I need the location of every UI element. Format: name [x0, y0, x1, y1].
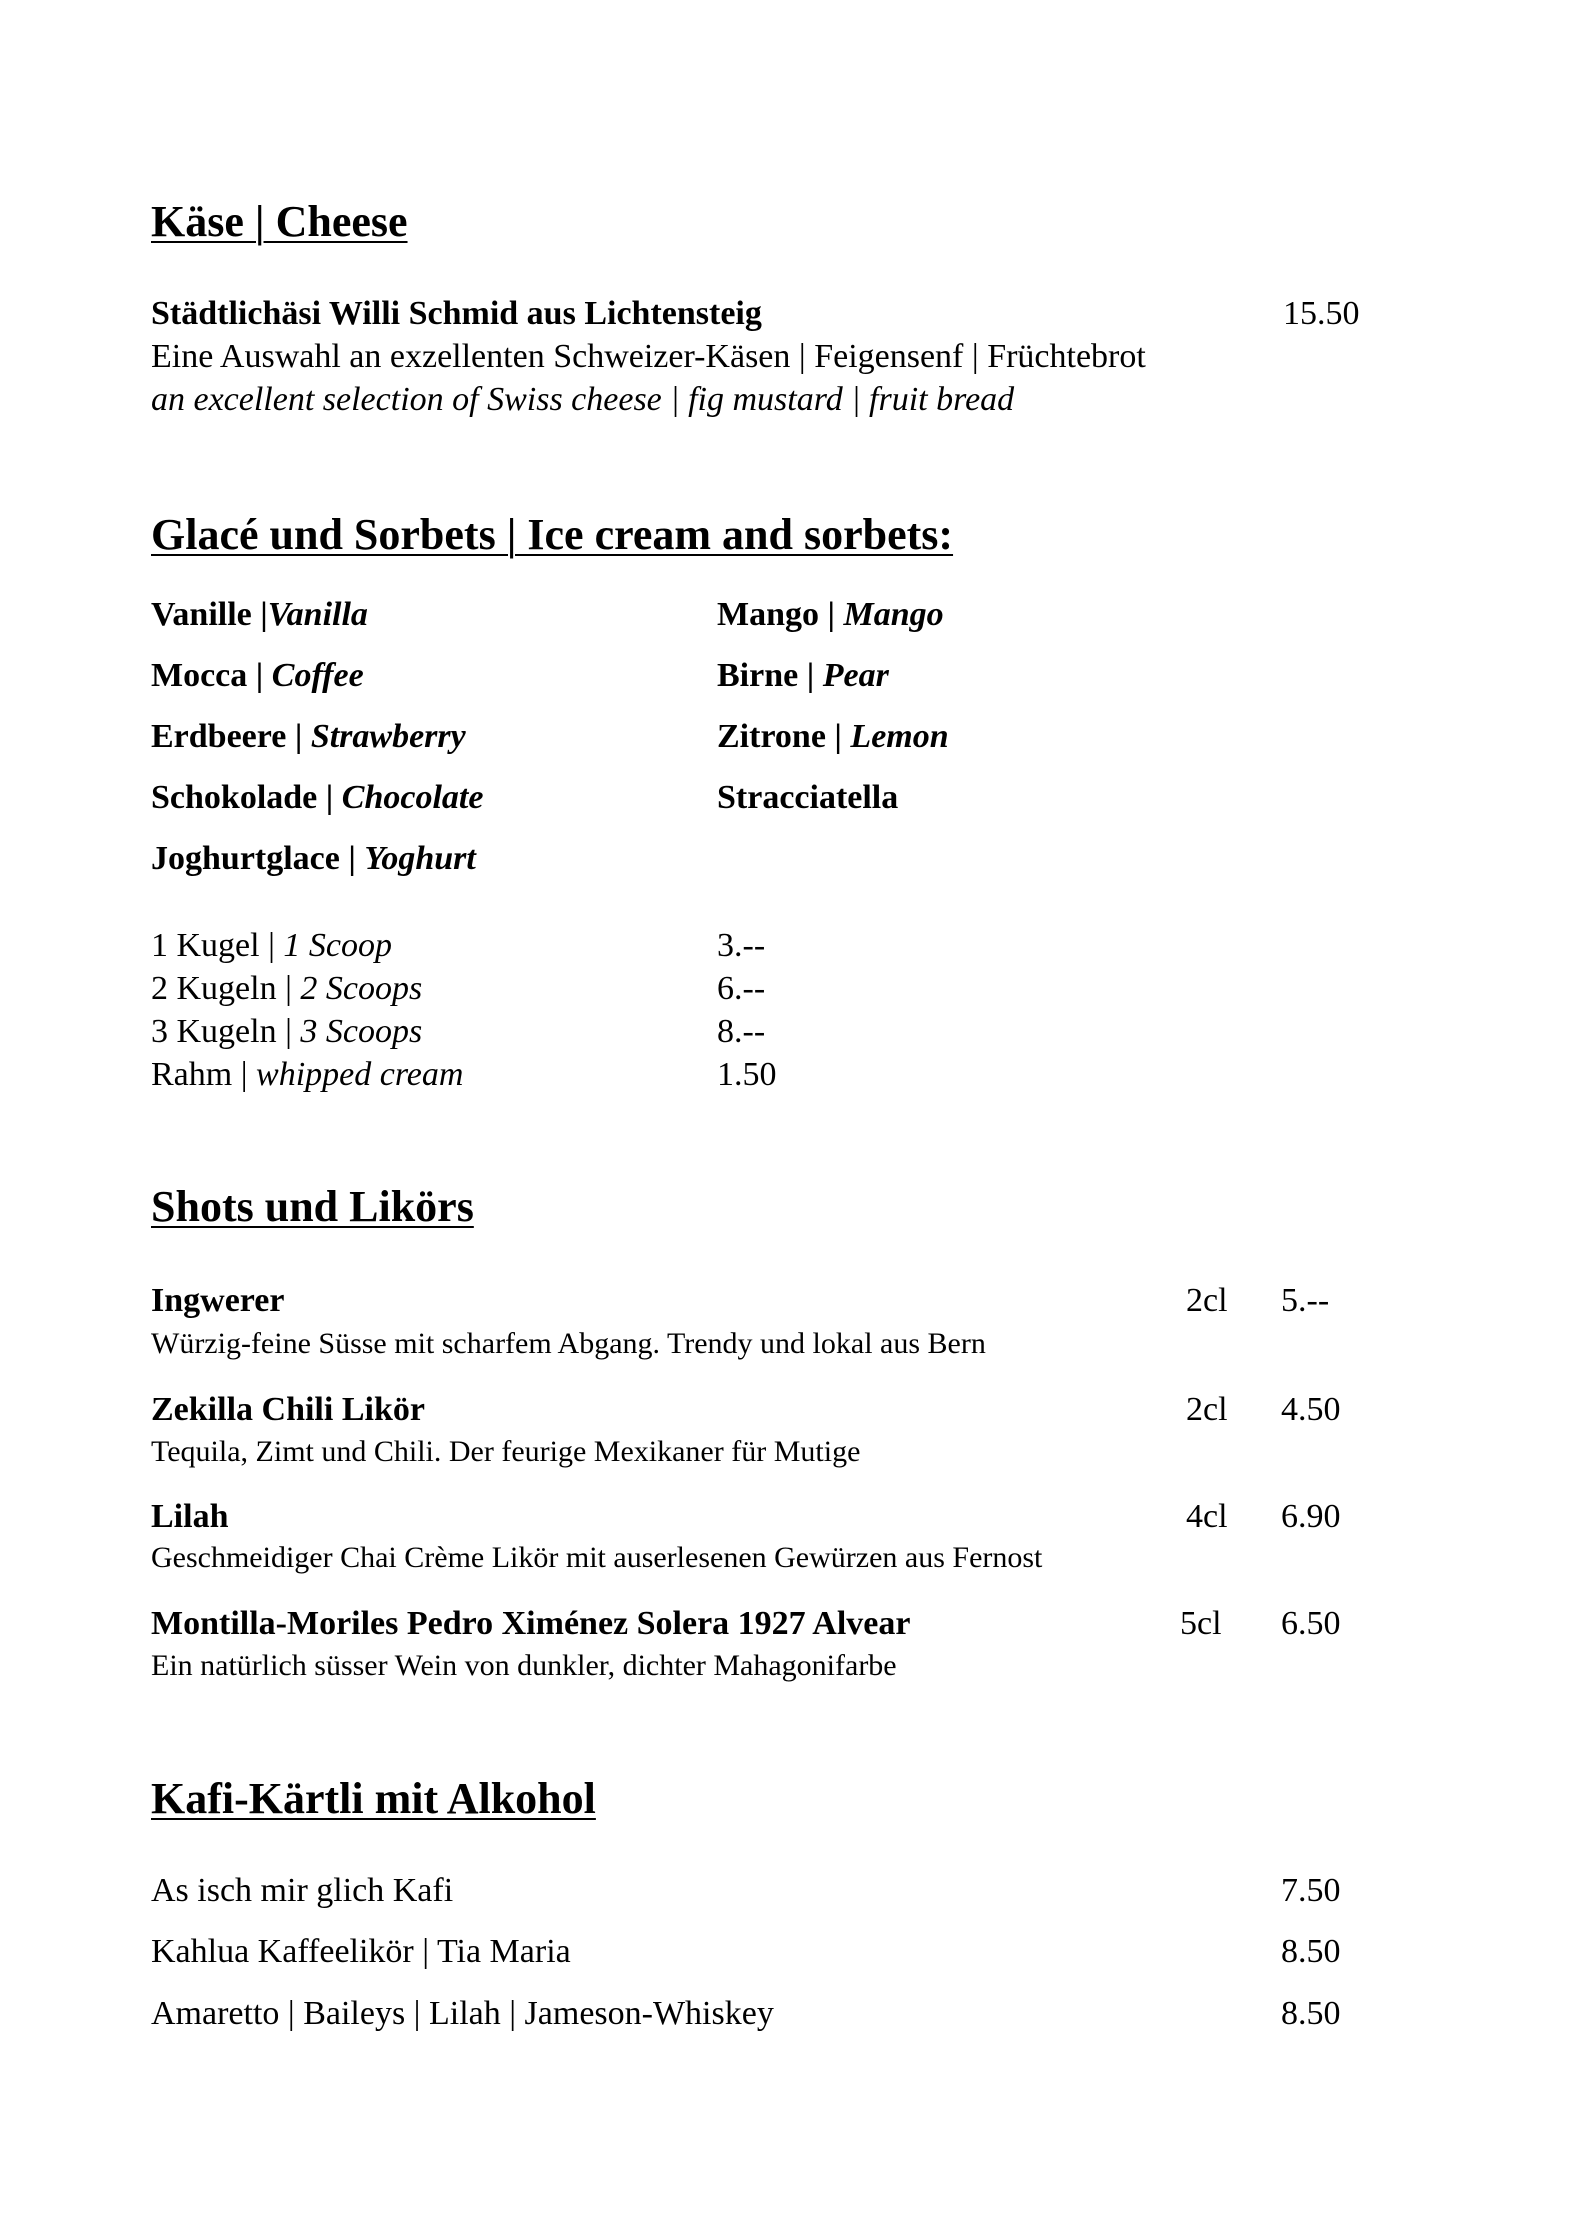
flavor-item	[717, 781, 898, 815]
flavor-en: Mango	[843, 596, 944, 633]
flavor-item	[151, 598, 368, 632]
shot-price: 5.--	[1281, 1282, 1330, 1319]
flavor-item	[717, 659, 889, 693]
scoop-de: 2 Kugeln |	[151, 970, 301, 1007]
flavor-en: Pear	[822, 657, 889, 694]
kafi-heading: Kafi-Kärtli mit Alkohol	[151, 1774, 596, 1823]
flavor-de: Zitrone |	[717, 718, 851, 755]
scoop-en: 1 Scoop	[283, 927, 392, 964]
flavor-en: Lemon	[850, 718, 949, 755]
kafi-item-name: Amaretto | Baileys | Lilah | Jameson-Whiskey	[151, 1995, 774, 2032]
flavor-item	[717, 598, 944, 632]
shot-desc: Ein natürlich süsser Wein von dunkler, dichter Mahagonifarbe	[151, 1649, 897, 1682]
scoop-price: 1.50	[717, 1056, 777, 1093]
scoop-price: 8.--	[717, 1013, 766, 1050]
scoop-en: 2 Scoops	[300, 970, 423, 1007]
shot-desc: Geschmeidiger Chai Crème Likör mit auserlesenen Gewürzen aus Fernost	[151, 1541, 1043, 1574]
flavor-de: Vanille |	[151, 596, 268, 633]
flavor-en: Vanilla	[267, 596, 368, 633]
shot-size: 2cl	[1186, 1282, 1228, 1319]
shot-name: Montilla-Moriles Pedro Ximénez Solera 1927 Alvear	[151, 1605, 911, 1642]
flavor-de: Birne |	[717, 657, 823, 694]
flavor-de: Mocca |	[151, 657, 272, 694]
flavor-en: Strawberry	[310, 718, 466, 755]
kafi-item-price: 8.50	[1281, 1995, 1341, 2032]
flavor-item	[151, 842, 476, 876]
scoop-de: 3 Kugeln |	[151, 1013, 301, 1050]
shots-heading: Shots und Likörs	[151, 1182, 474, 1231]
shot-price: 6.90	[1281, 1498, 1341, 1535]
shot-name: Zekilla Chili Likör	[151, 1391, 425, 1428]
kafi-item-name: Kahlua Kaffeelikör | Tia Maria	[151, 1933, 571, 1970]
cheese-item-desc-en: an excellent selection of Swiss cheese | fig mustard | fruit bread	[151, 381, 1015, 418]
cheese-heading: Käse | Cheese	[151, 197, 408, 246]
shot-name: Lilah	[151, 1498, 229, 1535]
flavor-en: Chocolate	[341, 779, 484, 816]
flavor-de: Schokolade |	[151, 779, 342, 816]
flavor-item	[151, 659, 364, 693]
flavor-de: Mango |	[717, 596, 844, 633]
shot-desc: Würzig-feine Süsse mit scharfem Abgang. Trendy und lokal aus Bern	[151, 1327, 986, 1360]
kafi-item-name: As isch mir glich Kafi	[151, 1872, 454, 1909]
scoop-price-label	[151, 929, 392, 963]
flavor-de: Joghurtglace |	[151, 840, 365, 877]
kafi-item-price: 8.50	[1281, 1933, 1341, 1970]
scoop-price-label	[151, 1015, 422, 1049]
scoop-price-label	[151, 972, 422, 1006]
cheese-item-desc-de: Eine Auswahl an exzellenten Schweizer-Käsen | Feigensenf | Früchtebrot	[151, 338, 1146, 375]
scoop-price: 6.--	[717, 970, 766, 1007]
scoop-en: 3 Scoops	[300, 1013, 423, 1050]
scoop-price: 3.--	[717, 927, 766, 964]
cheese-item-name: Städtlichäsi Willi Schmid aus Lichtensteig	[151, 295, 762, 332]
flavor-item	[151, 720, 466, 754]
shot-desc: Tequila, Zimt und Chili. Der feurige Mexikaner für Mutige	[151, 1435, 861, 1468]
scoop-de: Rahm |	[151, 1056, 257, 1093]
flavor-de: Erdbeere |	[151, 718, 311, 755]
shot-size: 4cl	[1186, 1498, 1228, 1535]
shot-size: 2cl	[1186, 1391, 1228, 1428]
scoop-price-label	[151, 1058, 463, 1092]
scoop-de: 1 Kugel |	[151, 927, 284, 964]
shot-name: Ingwerer	[151, 1282, 285, 1319]
cheese-item-price: 15.50	[1283, 295, 1360, 332]
scoop-en: whipped cream	[256, 1056, 464, 1093]
shot-price: 4.50	[1281, 1391, 1341, 1428]
flavor-en: Yoghurt	[364, 840, 476, 877]
shot-size: 5cl	[1180, 1605, 1222, 1642]
flavor-de: Stracciatella	[717, 779, 899, 816]
flavor-item	[717, 720, 949, 754]
flavor-item	[151, 781, 483, 815]
shot-price: 6.50	[1281, 1605, 1341, 1642]
flavor-en: Coffee	[271, 657, 364, 694]
icecream-heading: Glacé und Sorbets | Ice cream and sorbets:	[151, 510, 954, 559]
kafi-item-price: 7.50	[1281, 1872, 1341, 1909]
